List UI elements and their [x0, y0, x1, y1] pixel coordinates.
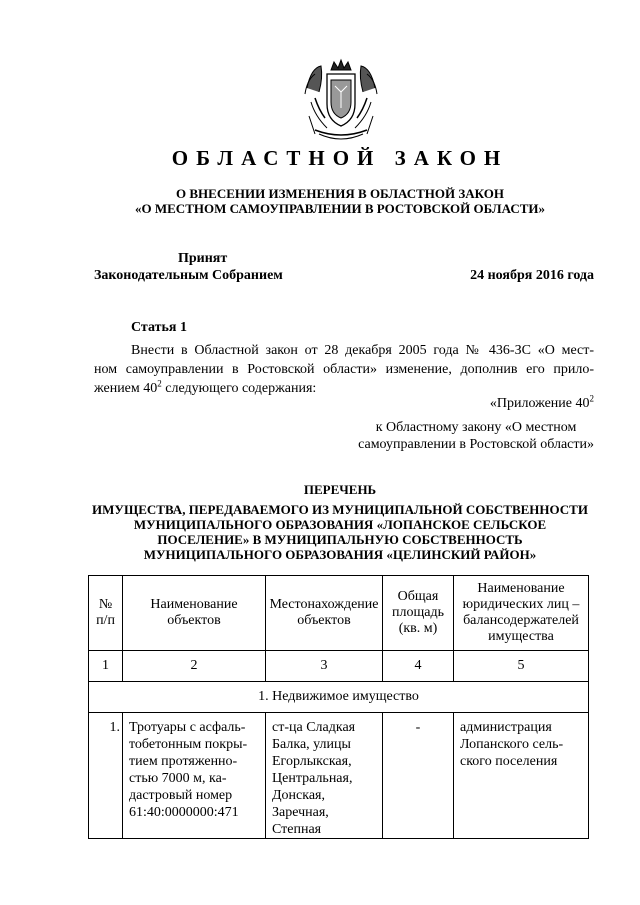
appendix-note-line: самоуправлении в Ростовской области»	[358, 437, 594, 452]
column-number: 1	[89, 651, 123, 682]
list-subtitle	[0, 502, 640, 562]
appendix-note-line: к Областному закону «О местном	[375, 420, 577, 435]
header-holder: Наименование юридических лиц – балансодержателей имущества	[454, 576, 589, 651]
table-row	[89, 713, 589, 839]
appendix-note	[358, 419, 594, 453]
adopted-label: Принят	[178, 251, 228, 266]
property-table	[88, 575, 589, 839]
row-holder: администрация Лопанского сель- ского поселения	[454, 713, 589, 839]
article-line: жением $40^2$ следующего содержания:	[94, 378, 317, 396]
list-subtitle-line: МУНИЦИПАЛЬНОГО ОБРАЗОВАНИЯ «ЛОПАНСКОЕ СЕЛЬСКОЕ	[133, 517, 547, 532]
law-title: ОБЛАСТНОЙ ЗАКОН	[171, 146, 509, 170]
list-subtitle-line: ИМУЩЕСТВА, ПЕРЕДАВАЕМОГО ИЗ МУНИЦИПАЛЬНОЙ СОБСТВЕННОСТИ	[92, 502, 588, 517]
article-line: ном самоуправлении в Ростовской области» изменение, дополнив его прило-	[94, 362, 594, 377]
header-number: № п/п	[89, 576, 123, 651]
row-number: 1.	[89, 713, 123, 839]
list-subtitle-line: ПОСЕЛЕНИЕ» В МУНИЦИПАЛЬНУЮ СОБСТВЕННОСТЬ	[157, 532, 523, 547]
header-area: Общая площадь (кв. м)	[383, 576, 454, 651]
row-location: ст-ца Сладкая Балка, улицы Егорлыкская, Центральная, Донская, Заречная, Степная	[266, 713, 383, 839]
column-number: 2	[123, 651, 266, 682]
row-object-name: Тротуары с асфаль- тобетонным покры- тием протяженно- стью 7000 м, ка- дастровый номер 61:40:0000000:471	[123, 713, 266, 839]
column-number: 4	[383, 651, 454, 682]
adopting-body: Законодательным Собранием	[94, 268, 283, 283]
section-heading: 1. Недвижимое имущество	[89, 682, 589, 713]
table-section-row	[89, 682, 589, 713]
article-heading: Статья 1	[131, 320, 187, 335]
law-subtitle-line: «О МЕСТНОМ САМОУПРАВЛЕНИИ В РОСТОВСКОЙ ОБЛАСТИ»	[135, 201, 545, 216]
header-location: Местонахождение объектов	[266, 576, 383, 651]
list-subtitle-line: МУНИЦИПАЛЬНОГО ОБРАЗОВАНИЯ «ЦЕЛИНСКИЙ РАЙОН»	[143, 547, 537, 562]
header-name: Наименование объектов	[123, 576, 266, 651]
row-area: -	[383, 713, 454, 839]
table-number-row	[89, 651, 589, 682]
appendix-label: «Приложение $40^2$	[489, 393, 594, 411]
article-line: Внести в Областной закон от 28 декабря 2005 года № 436-ЗС «О мест-	[131, 343, 594, 358]
law-subtitle	[0, 186, 640, 216]
law-subtitle-line: О ВНЕСЕНИИ ИЗМЕНЕНИЯ В ОБЛАСТНОЙ ЗАКОН	[176, 186, 504, 201]
article-body	[94, 341, 594, 398]
column-number: 5	[454, 651, 589, 682]
table-header-row	[89, 576, 589, 651]
coat-of-arms-icon	[301, 58, 381, 144]
column-number: 3	[266, 651, 383, 682]
list-title: ПЕРЕЧЕНЬ	[303, 482, 377, 497]
adoption-date: 24 ноября 2016 года	[470, 268, 594, 283]
